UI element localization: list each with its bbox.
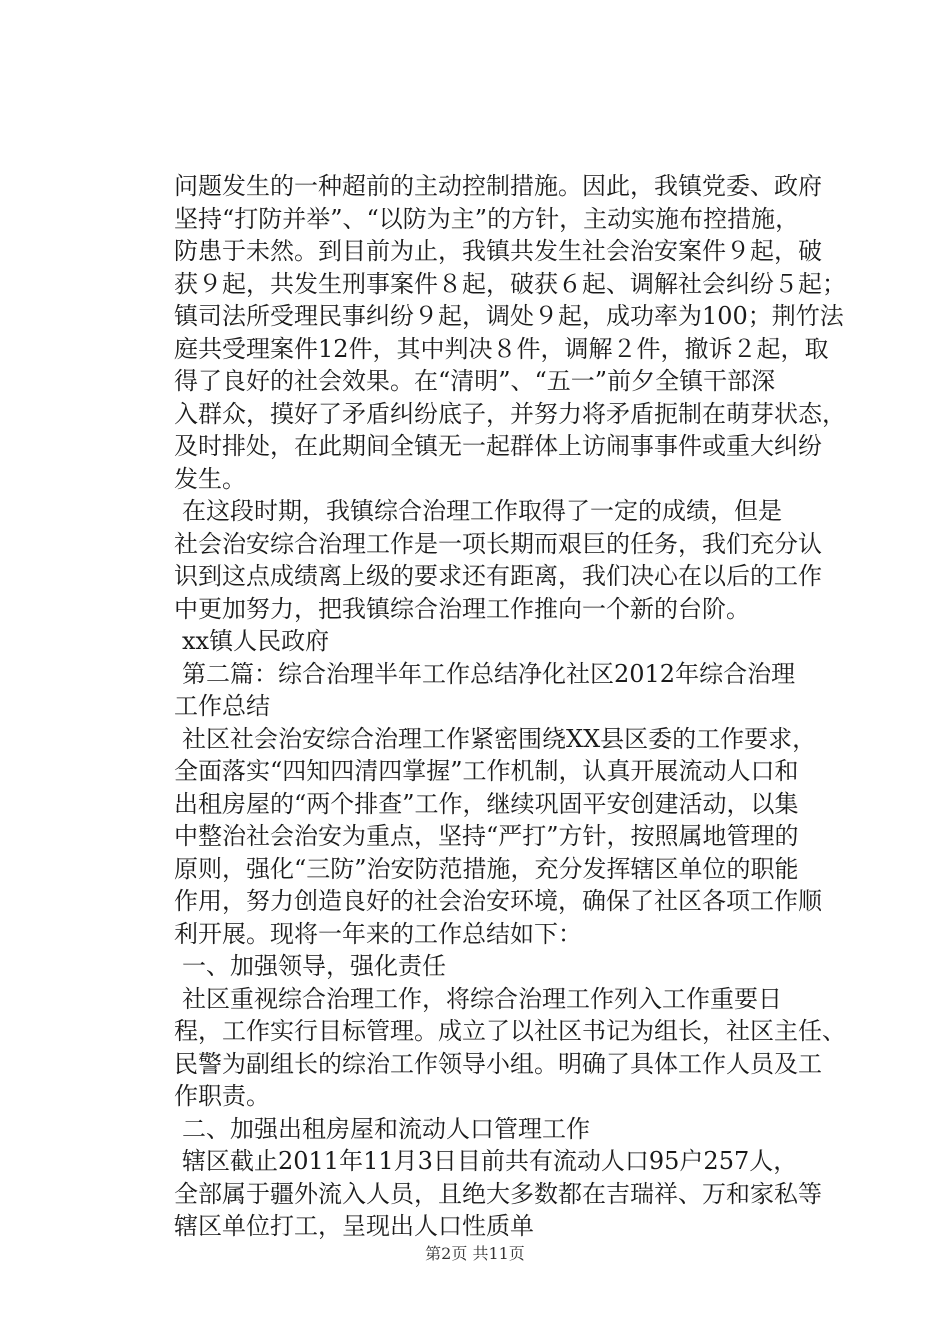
text-line: 发生。	[174, 464, 246, 493]
text-line: 辖区单位打工，呈现出人口性质单	[174, 1212, 534, 1240]
text-line: 民警为副组长的综治工作领导小组。明确了具体工作人员及工	[174, 1049, 822, 1078]
text-line: 全面落实“四知四清四掌握”工作机制，认真开展流动人口和	[174, 757, 799, 785]
text-line: 出租房屋的“两个排查”工作，继续巩固平安创建活动，以集	[174, 789, 799, 818]
text-line: 及时排处，在此期间全镇无一起群体上访闹事事件或重大纠纷	[174, 432, 822, 460]
text-line: 程，工作实行目标管理。成立了以社区书记为组长，社区主任、	[174, 1017, 846, 1045]
paragraph-first-line: 社区社会治安综合治理工作紧密围绕XX县区委的工作要求，	[182, 724, 817, 753]
text-line: 防患于未然。到目前为止，我镇共发生社会治安案件９起，破	[174, 237, 822, 265]
text-line: 庭共受理案件12件，其中判决８件，调解２件，撤诉２起，取	[174, 334, 829, 363]
text-line: 全部属于疆外流入人员，且绝大多数都在吉瑞祥、万和家私等	[174, 1179, 822, 1208]
section-heading-cont: 工作总结	[174, 692, 270, 720]
text-line: 中更加努力，把我镇综合治理工作推向一个新的台阶。	[174, 594, 750, 623]
text-line: 坚持“打防并举”、“以防为主”的方针，主动实施布控措施，	[174, 204, 800, 233]
text-line: 作用，努力创造良好的社会治安环境，确保了社区各项工作顺	[174, 887, 822, 915]
page-footer: 第2页 共11页	[425, 1244, 525, 1263]
text-line: 原则，强化“三防”治安防范措施，充分发挥辖区单位的职能	[174, 854, 799, 883]
text-line: 作职责。	[174, 1082, 270, 1110]
paragraph-first-line: 辖区截止2011年11月3日目前共有流动人口95户257人，	[182, 1147, 798, 1175]
text-line: 社会治安综合治理工作是一项长期而艰巨的任务，我们充分认	[174, 529, 822, 558]
subsection-heading: 一、加强领导，强化责任	[182, 952, 446, 980]
text-line: 获９起，共发生刑事案件８起，破获６起、调解社会纠纷５起；	[174, 269, 846, 298]
text-line: 利开展。现将一年来的工作总结如下：	[174, 919, 582, 948]
text-line: 问题发生的一种超前的主动控制措施。因此，我镇党委、政府	[174, 172, 822, 200]
text-line: 中整治社会治安为重点，坚持“严打”方针，按照属地管理的	[174, 822, 799, 850]
text-line: 得了良好的社会效果。在“清明”、“五一”前夕全镇干部深	[174, 367, 776, 395]
section-heading: 第二篇：综合治理半年工作总结净化社区2012年综合治理	[182, 659, 796, 688]
text-line: 识到这点成绩离上级的要求还有距离，我们决心在以后的工作	[174, 562, 822, 590]
subsection-heading: 二、加强出租房屋和流动人口管理工作	[182, 1114, 590, 1143]
paragraph-first-line: 社区重视综合治理工作，将综合治理工作列入工作重要日	[182, 984, 782, 1013]
text-line: 入群众，摸好了矛盾纠纷底子，并努力将矛盾扼制在萌芽状态，	[174, 399, 846, 428]
text-line: 镇司法所受理民事纠纷９起，调处９起，成功率为100；荆竹法	[174, 302, 844, 330]
signature-line: xx镇人民政府	[182, 627, 330, 655]
paragraph-first-line: 在这段时期，我镇综合治理工作取得了一定的成绩，但是	[182, 497, 782, 525]
